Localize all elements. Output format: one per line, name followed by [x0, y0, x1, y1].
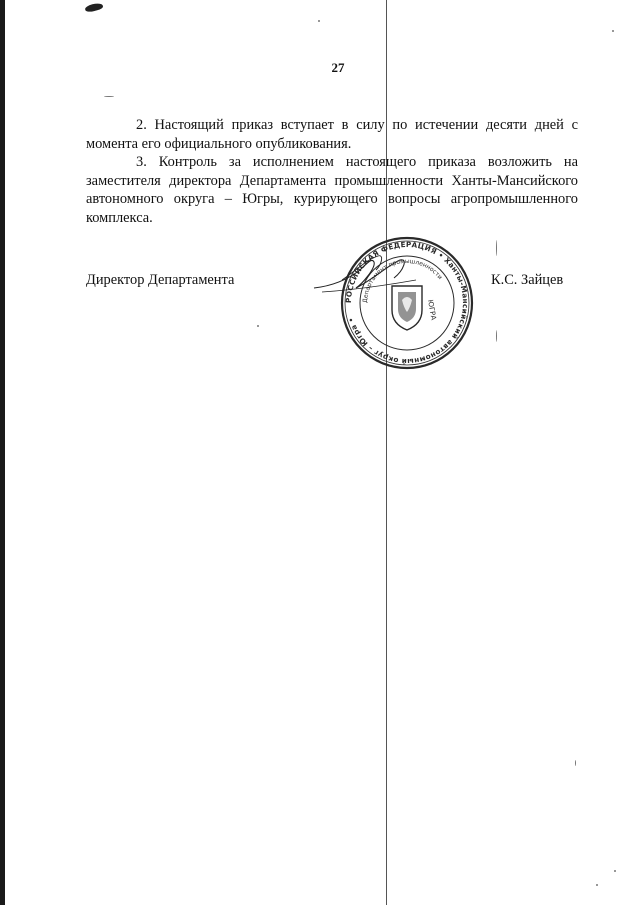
seal-outer-text: РОССИЙСКАЯ ФЕДЕРАЦИЯ • Ханты-Мансийский автономный округ – Югра • — [343, 239, 471, 367]
scan-speck — [104, 96, 114, 97]
scan-speck — [614, 870, 616, 872]
scan-speck — [596, 884, 598, 886]
paragraph-control: 3. Контроль за исполнением настоящего приказа возложить на заместителя директора Департамента промышленности Ханты-Мансийского автономного округа – Югры, курирующего вопросы агропромышленного комплекса. — [86, 154, 578, 226]
handwritten-signature-icon — [312, 250, 422, 300]
scan-speck — [318, 20, 320, 22]
seal-inner-text: Департамент промышленности — [361, 257, 444, 304]
seal-emblem-label: ЮГРА — [426, 298, 438, 321]
scan-speck — [496, 240, 497, 256]
paragraph-effective-date: 2. Настоящий приказ вступает в силу по истечении десяти дней с момента его официального опубликования. — [86, 117, 578, 152]
scan-speck — [575, 760, 576, 766]
document-body — [86, 116, 578, 227]
scan-speck — [612, 30, 614, 32]
signatory-name: К.С. Зайцев — [491, 272, 564, 288]
scan-speck — [496, 330, 497, 342]
scan-speck — [257, 325, 259, 327]
page-number: 27 — [331, 60, 345, 75]
scan-edge-shadow — [0, 0, 5, 905]
scan-smudge — [84, 2, 103, 13]
signatory-title: Директор Департамента — [86, 272, 235, 288]
